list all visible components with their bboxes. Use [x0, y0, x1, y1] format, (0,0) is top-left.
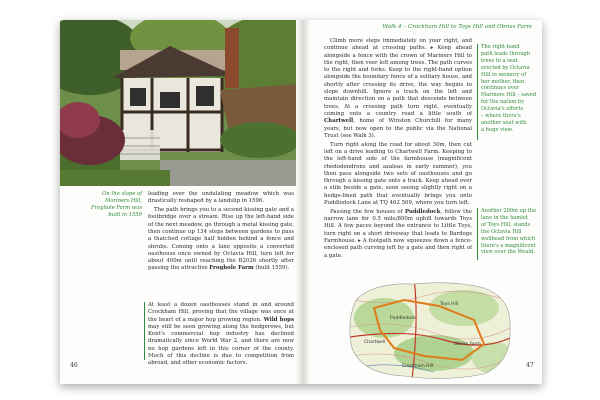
- page-number-left: 46: [70, 362, 78, 369]
- route-map: [344, 278, 514, 380]
- side-note-2: Another 200m up the lane in the hamlet of Toys Hill, stands the Octavia Hill wellhead from which there's a magnificent view over the Weald.: [481, 208, 537, 256]
- paragraph: Climb more steps immediately on your right, and continue ahead at crossing paths. ▸ Keep ahead alongside a fence with the crown of Mariners Hill to the right, then veer left among trees. The path curves to the right and forks. Keep to the right-hand option alongside the boundary fence of a solitary house, and shortly after crossing its drive, the way begins to slope downhill. Ignore a track on the left and maintain direction on a path that descends between trees. At a crossing path turn right, eventually coming onto a country road a little south of Chartwell, home of Winston Churchill for many years, but now open to the public via the National Trust (see Walk 3).: [324, 38, 472, 139]
- hop-info-box: [148, 302, 294, 369]
- map-label: Crockham Hill: [402, 364, 434, 369]
- caption-line: On the slope of: [102, 191, 142, 197]
- paragraph: The path brings you to a second kissing gate and a footbridge over a stream. Rise up the left-hand side of the next meadow, go through a metal kissing gate, then continue up 134 steps between gardens to pass a thatched cottage half hidden behind a fence and shrubs. Coming onto a lane opposite a converted oasthouse once owned by Octavia Hill, turn left for about 400m until reaching the B2026 shortly after passing the attractive Froghole Farm (built 1559).: [148, 207, 294, 272]
- map-label: Chartwell: [364, 340, 386, 345]
- open-book: [60, 20, 542, 384]
- cottage-photo: [60, 20, 300, 186]
- highlight-term: Wild hops: [263, 316, 294, 323]
- right-body-text: [324, 38, 472, 261]
- caption-line: built in 1559: [108, 212, 142, 218]
- caption-line: Mariners Hill,: [105, 198, 142, 204]
- running-head: Walk 4 – Crockham Hill to Toys Hill and Obriss Farm: [382, 24, 532, 30]
- box-rule: [144, 302, 145, 360]
- cottage-photo-image: [60, 20, 300, 186]
- photo-caption: [64, 191, 142, 219]
- map-label: Puddledock: [390, 316, 416, 321]
- left-page: [60, 20, 300, 384]
- side-note-1: The right-hand path leads through trees to a seat erected by Octavia Hill in memory of her mother, then continues over Mariners Hill – saved for the nation by Octavia's efforts – where there's another seat with a huge view.: [481, 44, 537, 133]
- side-note-rule: [477, 208, 478, 260]
- paragraph: Turn right along the road for about 30m, then cut left on a drive leading to Chartwell Farm. Keeping to the left-hand side of the farmhouse (magnificent rhododendrons and azaleas in early summer), you then pass alongside two sets of oasthouses and go through a kissing gate onto a track. Keep ahead over a stile beside a gate, soon seeing slightly right on a hedge-lined path that eventually brings you onto Puddledock Lane at TQ 462 509, where you turn left.: [324, 141, 472, 207]
- paragraph: Passing the few houses of Puddledock, follow the narrow lane for 0.5 mile/800m uphill towards Toys Hill. A few paces beyond the entrance to Little Toys, turn right on a short driveway that leads to Bardogs Farmhouse. ▸ A footpath now squeezes down a fence-enclosed path curving left by a gate and then right of a gate.: [324, 208, 472, 259]
- place-name: Puddledock: [404, 208, 441, 215]
- map-label: Obriss Farm: [454, 342, 481, 347]
- right-page: [304, 20, 542, 384]
- caption-line: Froghole Farm was: [91, 205, 142, 211]
- left-body-text: [148, 191, 294, 274]
- paragraph: At least a dozen oasthouses stand in and around Crockham Hill, proving that the village was once at the heart of a major hop growing region. Wild hops may still be seen growing along the hedgerows, but Kent's commercial hop industry has declined dramatically since World War 2, and there are now no hop gardens left in this corner of the county. Much of this decline is due to competition from abroad, and other economic factors.: [148, 302, 294, 367]
- page-number-right: 47: [526, 362, 534, 369]
- paragraph: leading over the undulating meadow which was drastically reshaped by a landslip in 1596.: [148, 191, 294, 205]
- place-name: Chartwell: [324, 118, 354, 125]
- place-name: Froghole Farm: [209, 265, 254, 272]
- side-note-rule: [477, 44, 478, 140]
- map-label: Toys Hill: [440, 302, 459, 307]
